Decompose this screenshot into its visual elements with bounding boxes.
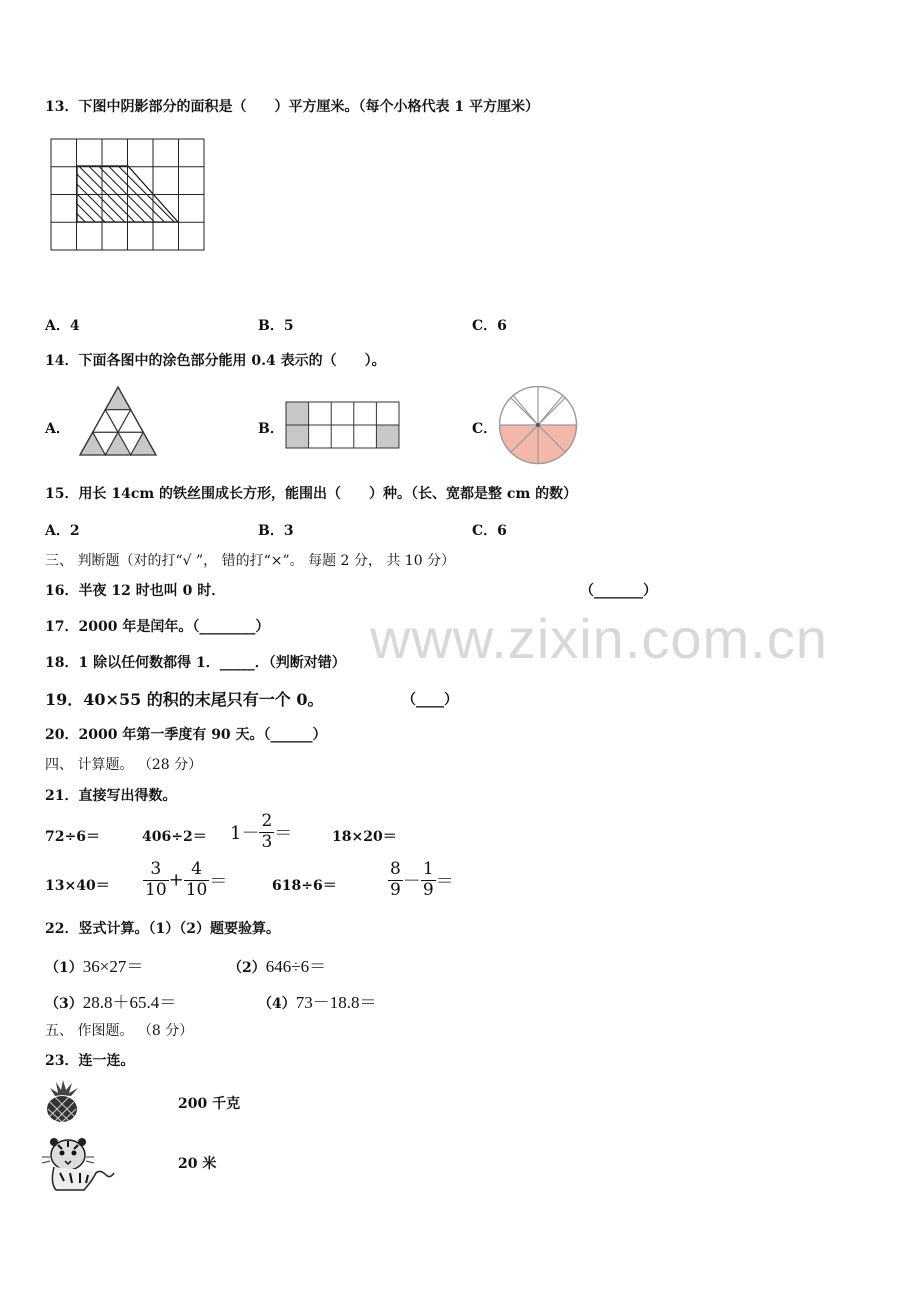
- q13-option-c: C．6: [472, 318, 507, 334]
- tiger-icon: [40, 1133, 118, 1193]
- q20-text: 20．2000 年第一季度有 90 天。（______）: [45, 727, 327, 743]
- q22-item-4: （4）73－18.8＝: [258, 993, 377, 1012]
- q19-text: 19．40×55 的积的末尾只有一个 0。: [45, 690, 324, 709]
- q14-label-b: B．: [258, 421, 284, 437]
- q14-circle-figure: [499, 386, 581, 466]
- q21-expr-1: 72÷6＝: [45, 829, 100, 845]
- q14-rectangle-figure: [285, 401, 401, 451]
- watermark: www.zixin.com.cn: [370, 607, 828, 670]
- q13-grid-figure: [50, 138, 208, 253]
- q21-expr-2: 406÷2＝: [142, 829, 207, 845]
- q21-expr-6: $\frac{3}{10}$ + $\frac{4}{10}$ ＝: [145, 859, 228, 900]
- q23-item-2: 20 米: [178, 1156, 217, 1172]
- q22-stem: 22．竖式计算。（1）（2）题要验算。: [45, 921, 280, 937]
- q14-label-a: A．: [45, 421, 70, 437]
- q23-stem: 23．连一连。: [45, 1053, 135, 1069]
- section-4-heading: 四、 计算题。 （28 分）: [45, 757, 203, 773]
- q14-label-c: C．: [472, 421, 498, 437]
- section-3-heading: 三、 判断题（对的打“√ ”， 错的打“×”。 每题 2 分， 共 10 分）: [45, 553, 456, 569]
- q22-item-3: （3）28.8＋65.4＝: [45, 993, 177, 1012]
- q21-expr-5: 13×40＝: [45, 878, 110, 894]
- q16-text: 16．半夜 12 时也叫 0 时．: [45, 583, 226, 599]
- q21-expr-4: 18×20＝: [332, 829, 397, 845]
- q21-expr-7: 618÷6＝: [272, 878, 337, 894]
- section-5-heading: 五、 作图题。 （8 分）: [45, 1023, 194, 1039]
- q14-stem: 14．下面各图中的涂色部分能用 0.4 表示的（ ）。: [45, 353, 386, 369]
- q15-option-c: C．6: [472, 523, 507, 539]
- q15-option-a: A．2: [45, 523, 80, 539]
- q21-stem: 21．直接写出得数。: [45, 788, 177, 804]
- pineapple-icon: [42, 1078, 84, 1124]
- q19-blank: （____）: [402, 692, 458, 708]
- q13-option-b: B．5: [258, 318, 294, 334]
- q21-expr-3: 1－ $\frac{2}{3}$ ＝: [230, 811, 293, 852]
- q13-stem: 13．下图中阴影部分的面积是（ ）平方厘米。（每个小格代表 1 平方厘米）: [45, 99, 539, 115]
- q22-item-2: （2）646÷6＝: [228, 957, 327, 976]
- q17-text: 17．2000 年是闰年。（________）: [45, 619, 270, 635]
- q13-option-a: A．4: [45, 318, 80, 334]
- q22-item-1: （1）36×27＝: [45, 957, 144, 976]
- q21-expr-8: $\frac{8}{9}$ － $\frac{1}{9}$ ＝: [390, 859, 454, 900]
- q18-text: 18．1 除以任何数都得 1．_____．（判断对错）: [45, 655, 346, 671]
- q14-triangle-figure: [72, 385, 164, 467]
- q15-stem: 15．用长 14cm 的铁丝围成长方形，能围出（ ）种。（长、宽都是整 cm 的数）: [45, 486, 578, 502]
- q23-item-1: 200 千克: [178, 1096, 241, 1112]
- q15-option-b: B．3: [258, 523, 294, 539]
- q16-blank: （_______）: [580, 583, 657, 599]
